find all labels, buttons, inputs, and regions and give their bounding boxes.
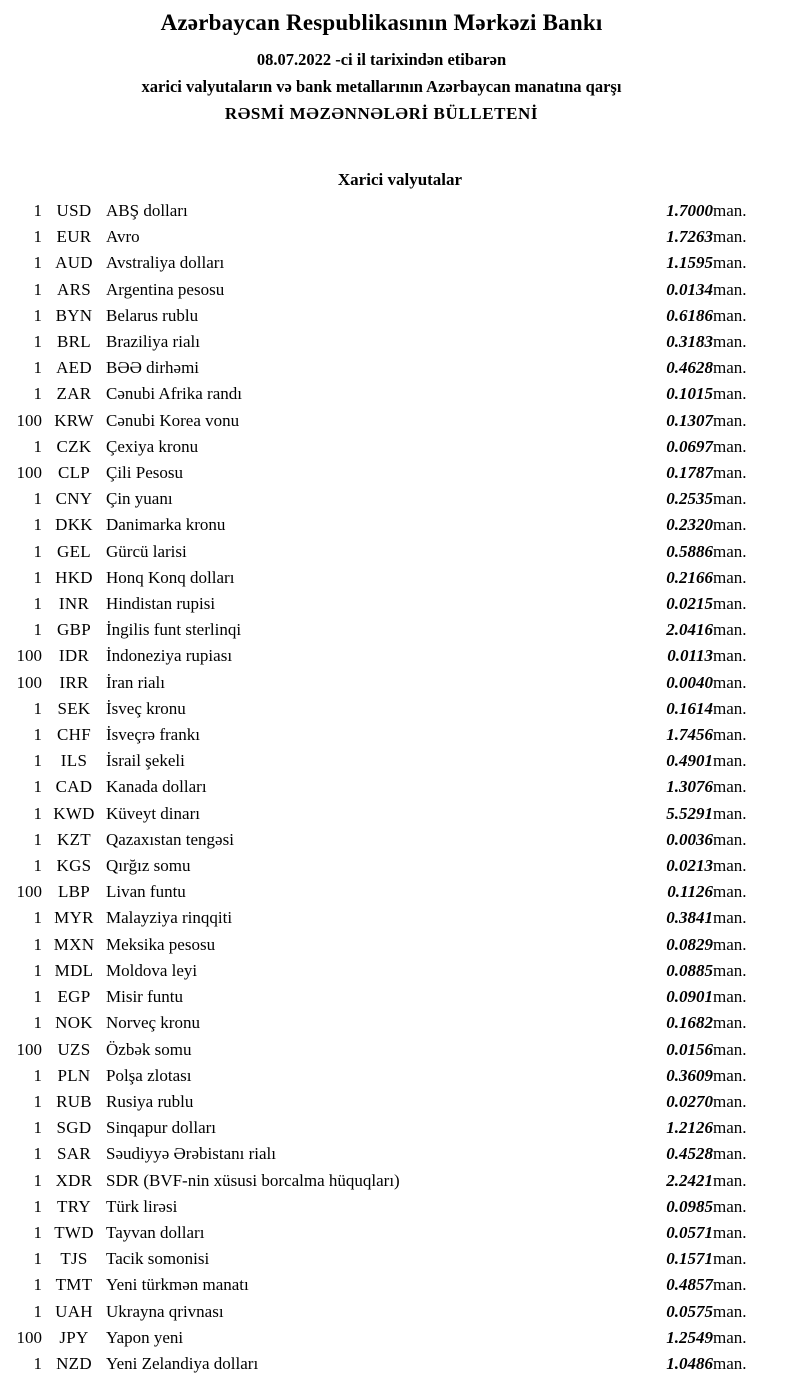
rate-value: 0.1571 bbox=[666, 1249, 713, 1269]
currency-name: Polşa zlotası bbox=[106, 1065, 192, 1085]
currency-code: NZD bbox=[56, 1353, 92, 1373]
quantity: 1 bbox=[33, 777, 42, 797]
rate-unit: man. bbox=[713, 777, 747, 797]
currency-name: SDR (BVF-nin xüsusi borcalma hüquqları) bbox=[106, 1170, 400, 1190]
rate-row bbox=[0, 801, 763, 827]
currency-name: Sinqapur dolları bbox=[106, 1118, 217, 1138]
rate-unit: man. bbox=[713, 803, 747, 823]
currency-code: SEK bbox=[57, 698, 91, 718]
rate-unit: man. bbox=[713, 436, 747, 456]
quantity: 1 bbox=[33, 253, 42, 273]
rate-value: 0.5886 bbox=[666, 541, 713, 561]
currency-name: İran rialı bbox=[106, 672, 165, 692]
bulletin-title-line: RƏSMİ MƏZƏNNƏLƏRİ BÜLLETENİ bbox=[224, 104, 539, 123]
rate-value: 5.5291 bbox=[666, 803, 713, 823]
rate-value: 0.0571 bbox=[666, 1222, 713, 1242]
rate-unit: man. bbox=[713, 987, 747, 1007]
rate-unit: man. bbox=[713, 620, 747, 640]
rate-value: 1.1595 bbox=[666, 253, 713, 273]
rate-value: 1.2549 bbox=[666, 1327, 713, 1347]
currency-name: Kanada dolları bbox=[106, 777, 207, 797]
currency-name: Honq Konq dolları bbox=[106, 567, 235, 587]
currency-name: ABŞ dolları bbox=[106, 201, 188, 220]
currency-code: BYN bbox=[55, 305, 93, 325]
rate-unit: man. bbox=[713, 567, 747, 587]
rate-unit: man. bbox=[713, 227, 747, 247]
rate-value: 0.0213 bbox=[666, 856, 713, 876]
rate-row bbox=[0, 1299, 763, 1325]
rate-value: 1.3076 bbox=[666, 777, 713, 797]
quantity: 1 bbox=[33, 1013, 42, 1033]
quantity: 1 bbox=[33, 698, 42, 718]
quantity: 1 bbox=[33, 358, 42, 378]
rate-row bbox=[0, 643, 763, 669]
currency-code: TMT bbox=[55, 1275, 93, 1295]
rate-value: 0.6186 bbox=[666, 305, 713, 325]
currency-code: CHF bbox=[57, 725, 91, 745]
rate-value: 0.1682 bbox=[666, 1013, 713, 1033]
rate-unit: man. bbox=[713, 1353, 747, 1373]
currency-name: Yeni türkmən manatı bbox=[106, 1275, 249, 1295]
rate-value: 0.2166 bbox=[666, 567, 713, 587]
rate-row bbox=[0, 1037, 763, 1063]
rate-value: 0.0697 bbox=[666, 436, 713, 456]
rate-row bbox=[0, 1010, 763, 1036]
currency-name: Livan funtu bbox=[106, 882, 186, 902]
rate-value: 0.2320 bbox=[666, 515, 713, 535]
currency-name: Çili Pesosu bbox=[106, 463, 183, 483]
rate-unit: man. bbox=[713, 829, 747, 849]
rate-value: 0.0134 bbox=[666, 279, 713, 299]
quantity: 1 bbox=[33, 751, 42, 771]
rate-unit: man. bbox=[713, 1327, 747, 1347]
rate-value: 0.0901 bbox=[666, 987, 713, 1007]
currency-code: CNY bbox=[55, 489, 93, 509]
currency-code: MXN bbox=[53, 934, 95, 954]
exchange-rates-table bbox=[0, 198, 763, 1377]
rate-row bbox=[0, 1220, 763, 1246]
rate-row bbox=[0, 355, 763, 381]
currency-code: KWD bbox=[53, 803, 95, 823]
currency-name: İngilis funt sterlinqi bbox=[106, 620, 242, 640]
rate-value: 1.7263 bbox=[666, 227, 713, 247]
rate-row bbox=[0, 905, 763, 931]
currency-code: IRR bbox=[59, 672, 89, 692]
currency-name: Hindistan rupisi bbox=[106, 594, 216, 614]
rate-row bbox=[0, 329, 763, 355]
currency-code: GBP bbox=[57, 620, 91, 640]
rate-unit: man. bbox=[713, 1275, 747, 1295]
quantity: 1 bbox=[33, 620, 42, 640]
rate-unit: man. bbox=[713, 358, 747, 378]
subtitle-line: xarici valyutaların və bank metallarının Azərbaycan manatına qarşı bbox=[141, 77, 622, 96]
currency-name: Malayziya rinqqiti bbox=[106, 908, 233, 928]
rate-unit: man. bbox=[713, 1118, 747, 1138]
rate-value: 0.4857 bbox=[666, 1275, 713, 1295]
currency-code: NOK bbox=[55, 1013, 93, 1033]
rate-unit: man. bbox=[713, 463, 747, 483]
rate-row bbox=[0, 748, 763, 774]
quantity: 1 bbox=[33, 1196, 42, 1216]
rate-value: 0.4628 bbox=[666, 358, 713, 378]
rate-unit: man. bbox=[713, 1144, 747, 1164]
rate-value: 0.0156 bbox=[666, 1039, 713, 1059]
quantity: 1 bbox=[33, 1170, 42, 1190]
currency-code: KZT bbox=[57, 829, 91, 849]
quantity: 1 bbox=[33, 201, 42, 220]
quantity: 1 bbox=[33, 987, 42, 1007]
quantity: 1 bbox=[33, 856, 42, 876]
rate-unit: man. bbox=[713, 882, 747, 902]
rate-unit: man. bbox=[713, 1039, 747, 1059]
currency-name: Cənubi Korea vonu bbox=[106, 410, 240, 430]
rate-row bbox=[0, 250, 763, 276]
currency-code: CAD bbox=[55, 777, 93, 797]
rate-value: 0.0113 bbox=[667, 646, 713, 666]
rate-row bbox=[0, 539, 763, 565]
quantity: 1 bbox=[33, 1222, 42, 1242]
quantity: 1 bbox=[33, 725, 42, 745]
currency-code: UZS bbox=[57, 1039, 91, 1059]
currency-name: Çexiya kronu bbox=[106, 436, 199, 456]
rate-value: 0.0829 bbox=[666, 934, 713, 954]
currency-code: INR bbox=[58, 594, 90, 614]
currency-name: Cənubi Afrika randı bbox=[106, 384, 242, 404]
rate-value: 0.1126 bbox=[667, 882, 713, 902]
rate-value: 0.0985 bbox=[666, 1196, 713, 1216]
rate-unit: man. bbox=[713, 960, 747, 980]
quantity: 1 bbox=[33, 489, 42, 509]
rate-unit: man. bbox=[713, 332, 747, 352]
rate-unit: man. bbox=[713, 1065, 747, 1085]
currency-code: LBP bbox=[57, 882, 91, 902]
rate-row bbox=[0, 277, 763, 303]
rate-value: 1.0486 bbox=[666, 1353, 713, 1373]
rate-row bbox=[0, 1089, 763, 1115]
rate-row bbox=[0, 722, 763, 748]
currency-code: EUR bbox=[56, 227, 92, 247]
currency-code: ARS bbox=[57, 279, 91, 299]
rate-row bbox=[0, 1168, 763, 1194]
rate-row bbox=[0, 303, 763, 329]
rate-value: 1.7000 bbox=[666, 201, 713, 220]
currency-name: Özbək somu bbox=[106, 1039, 192, 1059]
currency-name: Çin yuanı bbox=[106, 489, 173, 509]
rate-value: 1.7456 bbox=[666, 725, 713, 745]
rate-value: 0.2535 bbox=[666, 489, 713, 509]
currency-name: İsrail şekeli bbox=[106, 751, 185, 771]
rate-row bbox=[0, 1272, 763, 1298]
rate-row bbox=[0, 512, 763, 538]
rate-row bbox=[0, 696, 763, 722]
quantity: 100 bbox=[16, 882, 42, 902]
rate-row bbox=[0, 565, 763, 591]
currency-name: Qırğız somu bbox=[106, 856, 191, 876]
quantity: 100 bbox=[16, 672, 42, 692]
rate-row bbox=[0, 853, 763, 879]
quantity: 100 bbox=[16, 646, 42, 666]
quantity: 1 bbox=[33, 1091, 42, 1111]
currency-code: ILS bbox=[60, 751, 88, 771]
currency-name: Avstraliya dolları bbox=[106, 253, 225, 273]
rate-unit: man. bbox=[713, 384, 747, 404]
currency-code: MYR bbox=[54, 908, 94, 928]
currency-code: CLP bbox=[57, 463, 91, 483]
rate-row bbox=[0, 591, 763, 617]
currency-code: USD bbox=[56, 201, 92, 220]
rate-row bbox=[0, 1194, 763, 1220]
rate-unit: man. bbox=[713, 908, 747, 928]
rate-row bbox=[0, 224, 763, 250]
currency-code: HKD bbox=[55, 567, 93, 587]
currency-code: IDR bbox=[58, 646, 90, 666]
currency-code: RUB bbox=[56, 1091, 92, 1111]
rate-unit: man. bbox=[713, 856, 747, 876]
quantity: 1 bbox=[33, 1065, 42, 1085]
rate-unit: man. bbox=[713, 646, 747, 666]
currency-name: Argentina pesosu bbox=[106, 279, 225, 299]
rate-value: 0.3841 bbox=[666, 908, 713, 928]
currency-name: Qazaxıstan tengəsi bbox=[106, 829, 234, 849]
rate-row bbox=[0, 984, 763, 1010]
quantity: 1 bbox=[33, 960, 42, 980]
rate-row bbox=[0, 381, 763, 407]
rate-unit: man. bbox=[713, 1222, 747, 1242]
rate-unit: man. bbox=[713, 305, 747, 325]
currency-name: Tayvan dolları bbox=[106, 1222, 205, 1242]
currency-name: Moldova leyi bbox=[106, 960, 198, 980]
currency-name: Belarus rublu bbox=[106, 305, 199, 325]
currency-name: İsveç kronu bbox=[106, 698, 186, 718]
currency-name: Misir funtu bbox=[106, 987, 183, 1007]
currency-name: Ukrayna qrivnası bbox=[106, 1301, 224, 1321]
rate-unit: man. bbox=[713, 1249, 747, 1269]
currency-name: Türk lirəsi bbox=[106, 1196, 178, 1216]
rate-value: 0.0575 bbox=[666, 1301, 713, 1321]
currency-code: AED bbox=[56, 358, 92, 378]
rate-unit: man. bbox=[713, 751, 747, 771]
rate-row bbox=[0, 1351, 763, 1377]
quantity: 100 bbox=[16, 1039, 42, 1059]
currency-code: MDL bbox=[54, 960, 94, 980]
quantity: 1 bbox=[33, 515, 42, 535]
rate-row bbox=[0, 1141, 763, 1167]
rate-value: 0.0270 bbox=[666, 1091, 713, 1111]
rate-row bbox=[0, 879, 763, 905]
rate-value: 0.0885 bbox=[666, 960, 713, 980]
quantity: 1 bbox=[33, 384, 42, 404]
currency-name: İndoneziya rupiası bbox=[106, 646, 233, 666]
quantity: 1 bbox=[33, 1118, 42, 1138]
rate-row bbox=[0, 486, 763, 512]
currency-code: TRY bbox=[57, 1196, 91, 1216]
rate-unit: man. bbox=[713, 1170, 747, 1190]
quantity: 1 bbox=[33, 829, 42, 849]
quantity: 1 bbox=[33, 1353, 42, 1373]
rate-row bbox=[0, 434, 763, 460]
rate-unit: man. bbox=[713, 201, 747, 220]
rate-unit: man. bbox=[713, 725, 747, 745]
rate-value: 2.2421 bbox=[666, 1170, 713, 1190]
rate-unit: man. bbox=[713, 934, 747, 954]
currency-code: DKK bbox=[55, 515, 93, 535]
quantity: 1 bbox=[33, 594, 42, 614]
rate-value: 0.1015 bbox=[666, 384, 713, 404]
currency-name: Səudiyyə Ərəbistanı rialı bbox=[106, 1144, 276, 1164]
currency-code: JPY bbox=[59, 1327, 89, 1347]
quantity: 1 bbox=[33, 1144, 42, 1164]
effective-date-line: 08.07.2022 -ci il tarixindən etibarən bbox=[256, 50, 507, 69]
currency-name: Yapon yeni bbox=[106, 1327, 184, 1347]
quantity: 1 bbox=[33, 436, 42, 456]
rate-unit: man. bbox=[713, 279, 747, 299]
quantity: 100 bbox=[16, 463, 42, 483]
rate-unit: man. bbox=[713, 410, 747, 430]
currency-name: Danimarka kronu bbox=[106, 515, 226, 535]
currency-name: Meksika pesosu bbox=[106, 934, 216, 954]
quantity: 1 bbox=[33, 541, 42, 561]
quantity: 1 bbox=[33, 1301, 42, 1321]
rate-unit: man. bbox=[713, 1301, 747, 1321]
rate-row bbox=[0, 774, 763, 800]
rate-unit: man. bbox=[713, 698, 747, 718]
rate-value: 0.4901 bbox=[666, 751, 713, 771]
rate-row bbox=[0, 1246, 763, 1272]
currency-name: Yeni Zelandiya dolları bbox=[106, 1353, 259, 1373]
rate-unit: man. bbox=[713, 489, 747, 509]
rate-value: 0.4528 bbox=[666, 1144, 713, 1164]
currency-code: SAR bbox=[57, 1144, 91, 1164]
rate-row bbox=[0, 460, 763, 486]
rate-value: 0.3609 bbox=[666, 1065, 713, 1085]
rates-table-body bbox=[0, 198, 763, 1377]
rate-value: 1.2126 bbox=[666, 1118, 713, 1138]
section-title-foreign-currencies: Xarici valyutalar bbox=[337, 170, 463, 189]
quantity: 1 bbox=[33, 908, 42, 928]
currency-name: İsveçrə frankı bbox=[106, 725, 200, 745]
rate-row bbox=[0, 958, 763, 984]
rate-row bbox=[0, 670, 763, 696]
currency-code: XDR bbox=[55, 1170, 93, 1190]
rate-unit: man. bbox=[713, 1091, 747, 1111]
quantity: 1 bbox=[33, 279, 42, 299]
rate-row bbox=[0, 1063, 763, 1089]
currency-name: BƏƏ dirhəmi bbox=[106, 358, 200, 378]
currency-name: Gürcü larisi bbox=[106, 541, 187, 561]
currency-name: Rusiya rublu bbox=[106, 1091, 194, 1111]
rate-unit: man. bbox=[713, 594, 747, 614]
currency-code: UAH bbox=[55, 1301, 93, 1321]
currency-name: Tacik somonisi bbox=[106, 1249, 210, 1269]
bulletin-header bbox=[0, 10, 763, 128]
rate-value: 0.0036 bbox=[666, 829, 713, 849]
quantity: 1 bbox=[33, 1275, 42, 1295]
rate-row bbox=[0, 617, 763, 643]
quantity: 1 bbox=[33, 934, 42, 954]
quantity: 1 bbox=[33, 1249, 42, 1269]
rate-unit: man. bbox=[713, 1196, 747, 1216]
rate-value: 0.0040 bbox=[666, 672, 713, 692]
currency-name: Avro bbox=[106, 227, 140, 247]
rate-row bbox=[0, 932, 763, 958]
rate-unit: man. bbox=[713, 515, 747, 535]
quantity: 100 bbox=[16, 1327, 42, 1347]
rate-unit: man. bbox=[713, 541, 747, 561]
rate-row bbox=[0, 1115, 763, 1141]
rate-value: 2.0416 bbox=[666, 620, 713, 640]
currency-code: ZAR bbox=[56, 384, 92, 404]
quantity: 1 bbox=[33, 803, 42, 823]
currency-code: KGS bbox=[56, 856, 92, 876]
currency-code: BRL bbox=[57, 332, 91, 352]
quantity: 100 bbox=[16, 410, 42, 430]
currency-code: PLN bbox=[57, 1065, 91, 1085]
rate-value: 0.3183 bbox=[666, 332, 713, 352]
currency-name: Braziliya rialı bbox=[106, 332, 200, 352]
rate-row bbox=[0, 408, 763, 434]
currency-code: AUD bbox=[55, 253, 93, 273]
currency-code: CZK bbox=[56, 436, 92, 456]
currency-code: GEL bbox=[57, 541, 91, 561]
currency-code: KRW bbox=[54, 410, 94, 430]
rate-unit: man. bbox=[713, 672, 747, 692]
rate-row bbox=[0, 827, 763, 853]
currency-code: TJS bbox=[60, 1249, 88, 1269]
quantity: 1 bbox=[33, 305, 42, 325]
rate-unit: man. bbox=[713, 253, 747, 273]
quantity: 1 bbox=[33, 567, 42, 587]
currency-name: Norveç kronu bbox=[106, 1013, 200, 1033]
currency-code: TWD bbox=[54, 1222, 94, 1242]
currency-name: Küveyt dinarı bbox=[106, 803, 200, 823]
quantity: 1 bbox=[33, 227, 42, 247]
rate-unit: man. bbox=[713, 1013, 747, 1033]
rate-value: 0.1614 bbox=[666, 698, 713, 718]
quantity: 1 bbox=[33, 332, 42, 352]
rate-row bbox=[0, 198, 763, 224]
rate-value: 0.1307 bbox=[666, 410, 713, 430]
currency-code: EGP bbox=[57, 987, 91, 1007]
rate-value: 0.1787 bbox=[666, 463, 713, 483]
rate-value: 0.0215 bbox=[666, 594, 713, 614]
bank-title: Azərbaycan Respublikasının Mərkəzi Bankı bbox=[160, 10, 603, 35]
rate-row bbox=[0, 1325, 763, 1351]
currency-code: SGD bbox=[56, 1118, 92, 1138]
